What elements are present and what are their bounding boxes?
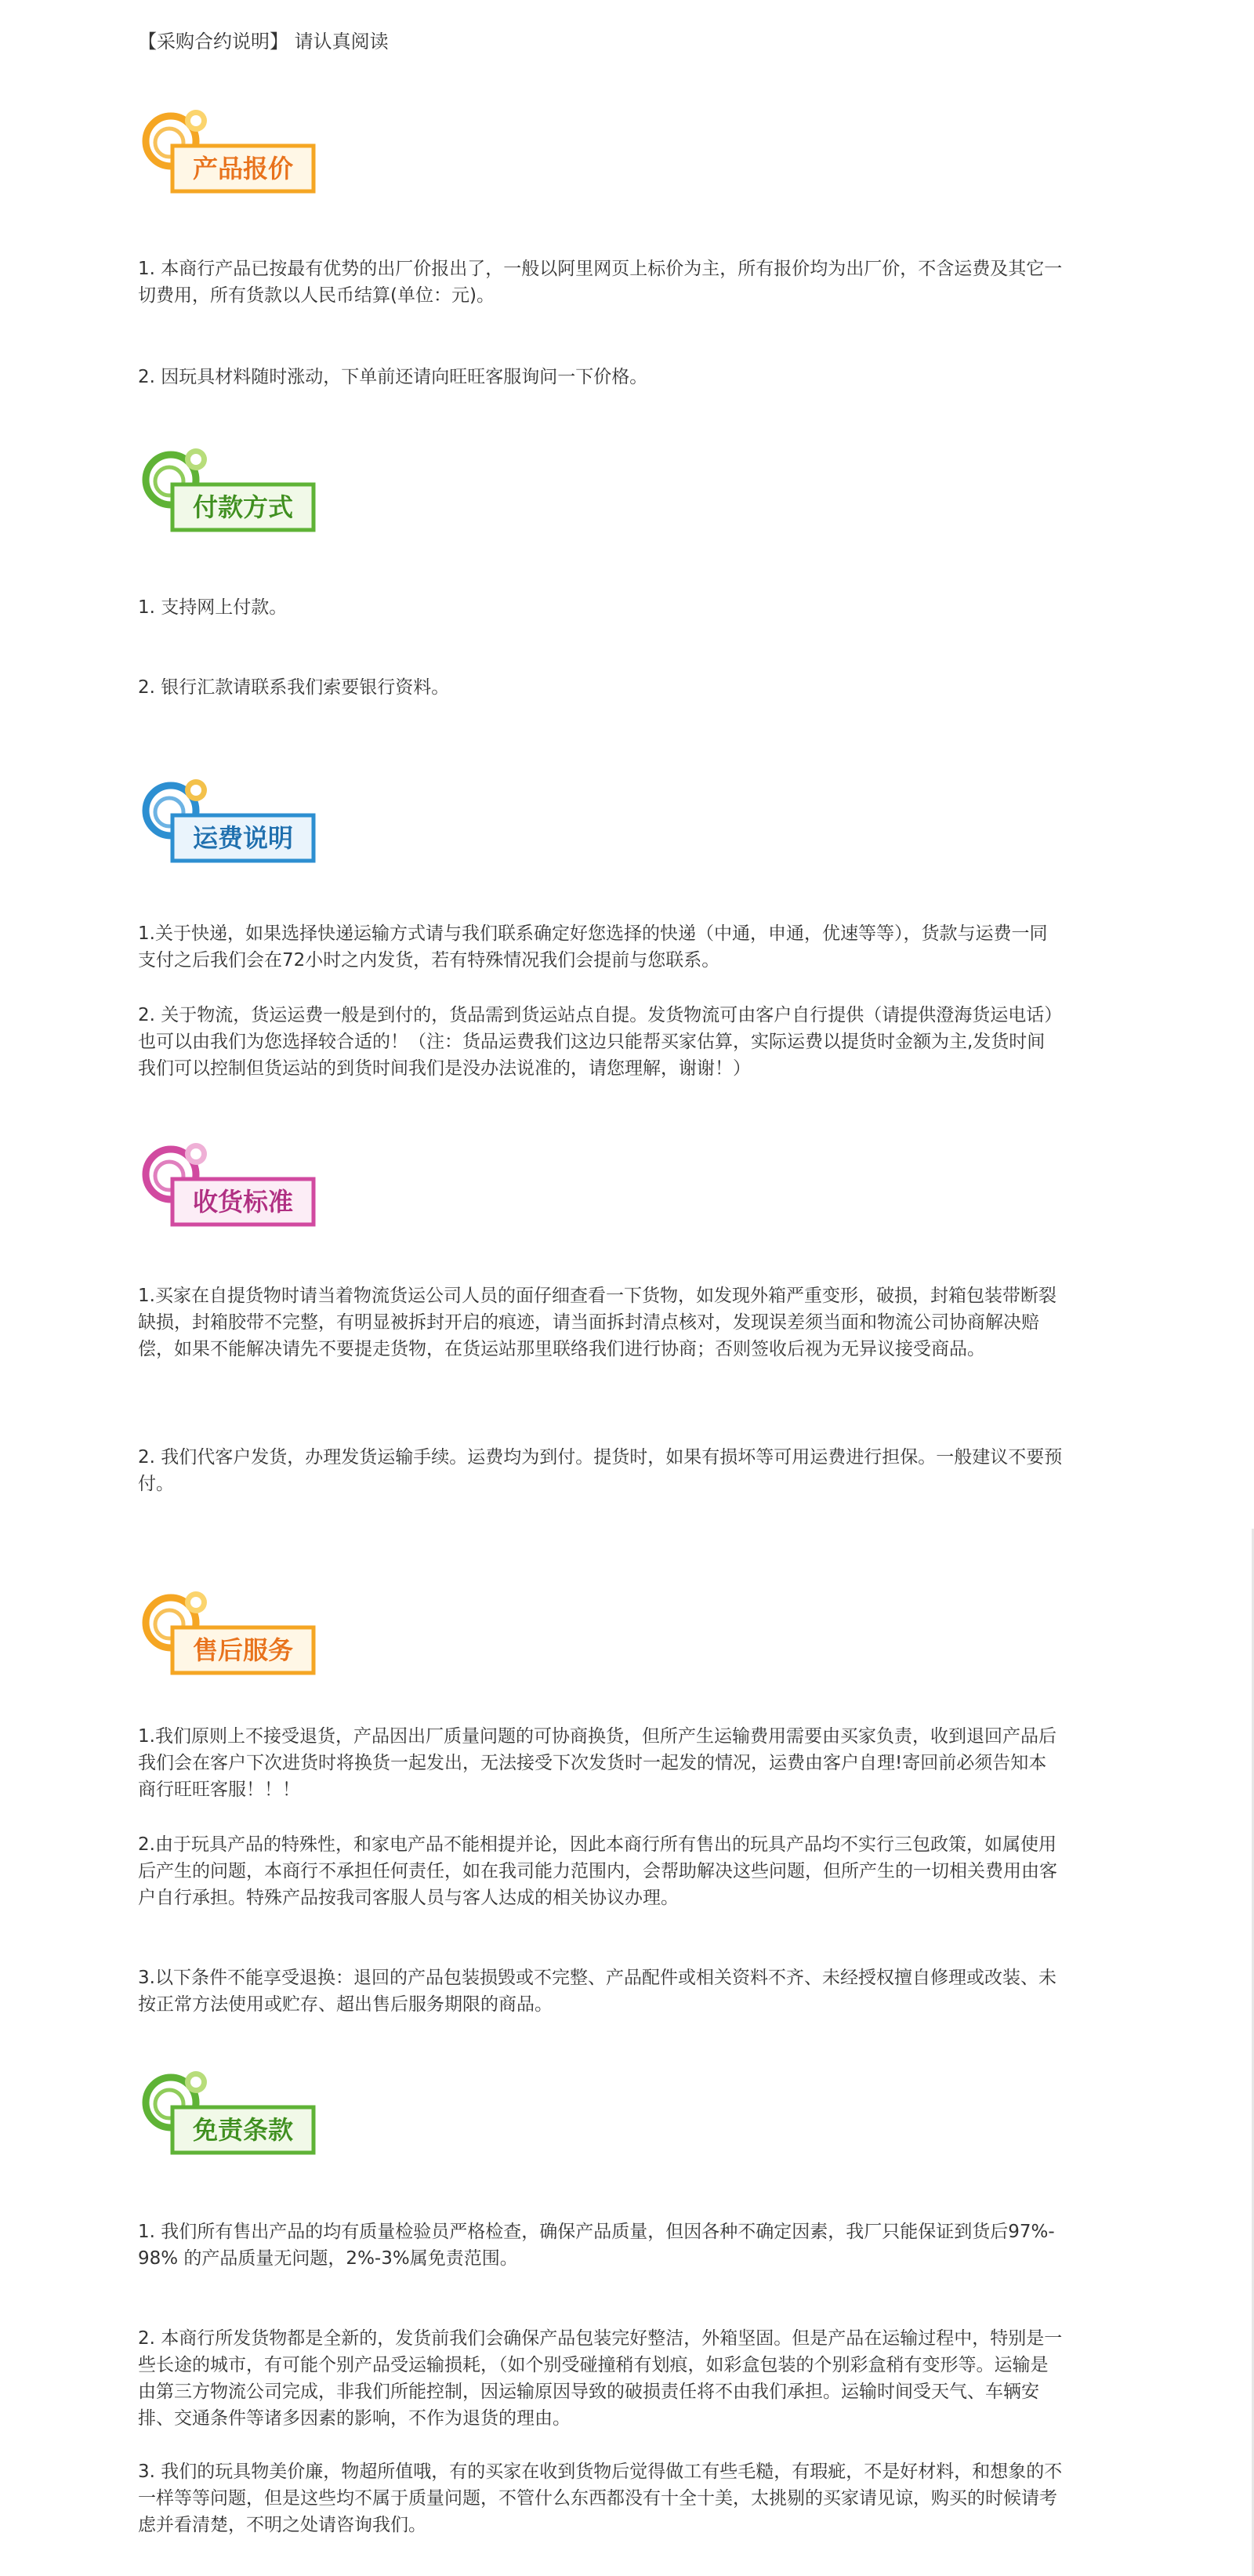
paragraph: 2. 我们代客户发货，办理发货运输手续。运费均为到付。提货时，如果有损坏等可用运费进行担保。一般建议不要预付。 bbox=[138, 1447, 1063, 1494]
section-badge-payment bbox=[138, 441, 326, 535]
circles-badge-icon bbox=[138, 1135, 326, 1229]
paragraph: 1.我们原则上不接受退货，产品因出厂质量问题的可协商换货，但所产生运输费用需要由买家负责，收到退回产品后我们会在客户下次进货时将换货一起发出，无法接受下次发货时一起发的情况，运费由客户自理!寄回前必须告知本商行旺旺客服！！！ bbox=[138, 1726, 1056, 1800]
section-badge-product-quote bbox=[138, 102, 326, 196]
circles-badge-icon bbox=[138, 441, 326, 535]
section-badge-after-sales bbox=[138, 1584, 326, 1678]
paragraph: 2. 因玩具材料随时涨动，下单前还请向旺旺客服询问一下价格。 bbox=[138, 367, 648, 387]
circles-badge-icon bbox=[138, 102, 326, 196]
paragraph: 2.由于玩具产品的特殊性，和家电产品不能相提并论，因此本商行所有售出的玩具产品均不实行三包政策，如属使用后产生的问题，本商行不承担任何责任，如在我司能力范围内，会帮助解决这些问题，但所产生的一切相关费用由客户自行承担。特殊产品按我司客服人员与客人达成的相关协议办理。 bbox=[138, 1834, 1057, 1908]
paragraph: 1.买家在自提货物时请当着物流货运公司人员的面仔细查看一下货物，如发现外箱严重变形，破损，封箱包装带断裂缺损，封箱胶带不完整，有明显被拆封开启的痕迹，请当面拆封清点核对，发现误差须当面和物流公司协商解决赔偿，如果不能解决请先不要提走货物，在货运站那里联络我们进行协商；否则签收后视为无异议接受商品。 bbox=[138, 1286, 1056, 1359]
paragraph: 1. 支持网上付款。 bbox=[138, 597, 288, 618]
section-badge-receiving bbox=[138, 1135, 326, 1229]
badge-label: 运费说明 bbox=[192, 823, 294, 853]
badge-label: 售后服务 bbox=[192, 1635, 294, 1665]
paragraph: 2. 关于物流，货运运费一般是到付的，货品需到货运站点自提。发货物流可由客户自行提供（请提供澄海货运电话）也可以由我们为您选择较合适的！（注：货品运费我们这边只能帮买家估算，实际运费以提货时金额为主,发货时间我们可以控制但货运站的到货时间我们是没办法说准的，请您理解，谢谢！） bbox=[138, 1005, 1063, 1079]
paragraph: 1. 本商行产品已按最有优势的出厂价报出了，一般以阿里网页上标价为主，所有报价均为出厂价，不含运费及其它一切费用，所有货款以人民币结算(单位：元)。 bbox=[138, 259, 1063, 306]
paragraph: 1.关于快递，如果选择快递运输方式请与我们联系确定好您选择的快递（中通，申通，优速等等），货款与运费一同支付之后我们会在72小时之内发货，若有特殊情况我们会提前与您联系。 bbox=[138, 923, 1048, 971]
paragraph: 3.以下条件不能享受退换：退回的产品包装损毁或不完整、产品配件或相关资料不齐、未经授权擅自修理或改装、未按正常方法使用或贮存、超出售后服务期限的商品。 bbox=[138, 1968, 1056, 2015]
badge-label: 产品报价 bbox=[192, 154, 294, 183]
paragraph: 1. 我们所有售出产品的均有质量检验员严格检查，确保产品质量，但因各种不确定因素，我厂只能保证到货后97%-98% 的产品质量无问题，2%-3%属免责范围。 bbox=[138, 2222, 1055, 2269]
circles-badge-icon bbox=[138, 2063, 326, 2157]
intro-heading: 【采购合约说明】 请认真阅读 bbox=[138, 31, 389, 53]
circles-badge-icon bbox=[138, 1584, 326, 1678]
section-badge-shipping bbox=[138, 771, 326, 865]
badge-label: 免责条款 bbox=[192, 2115, 294, 2145]
badge-label: 收货标准 bbox=[192, 1187, 294, 1217]
paragraph: 3. 我们的玩具物美价廉，物超所值哦，有的买家在收到货物后觉得做工有些毛糙，有瑕疵，不是好材料，和想象的不一样等等问题，但是这些均不属于质量问题，不管什么东西都没有十全十美，太挑剔的买家请见谅，购买的时候请考虑并看清楚，不明之处请咨询我们。 bbox=[138, 2462, 1063, 2535]
circles-badge-icon bbox=[138, 771, 326, 865]
paragraph: 2. 银行汇款请联系我们索要银行资料。 bbox=[138, 677, 450, 698]
section-badge-disclaimer bbox=[138, 2063, 326, 2157]
paragraph: 2. 本商行所发货物都是全新的，发货前我们会确保产品包装完好整洁，外箱坚固。但是产品在运输过程中，特别是一些长途的城市，有可能个别产品受运输损耗，（如个别受碰撞稍有划痕，如彩盒包装的个别彩盒稍有变形等。运输是由第三方物流公司完成，非我们所能控制，因运输原因导致的破损责任将不由我们承担。运输时间受天气、车辆安排、交通条件等诸多因素的影响，不作为退货的理由。 bbox=[138, 2328, 1063, 2429]
badge-label: 付款方式 bbox=[192, 492, 294, 522]
